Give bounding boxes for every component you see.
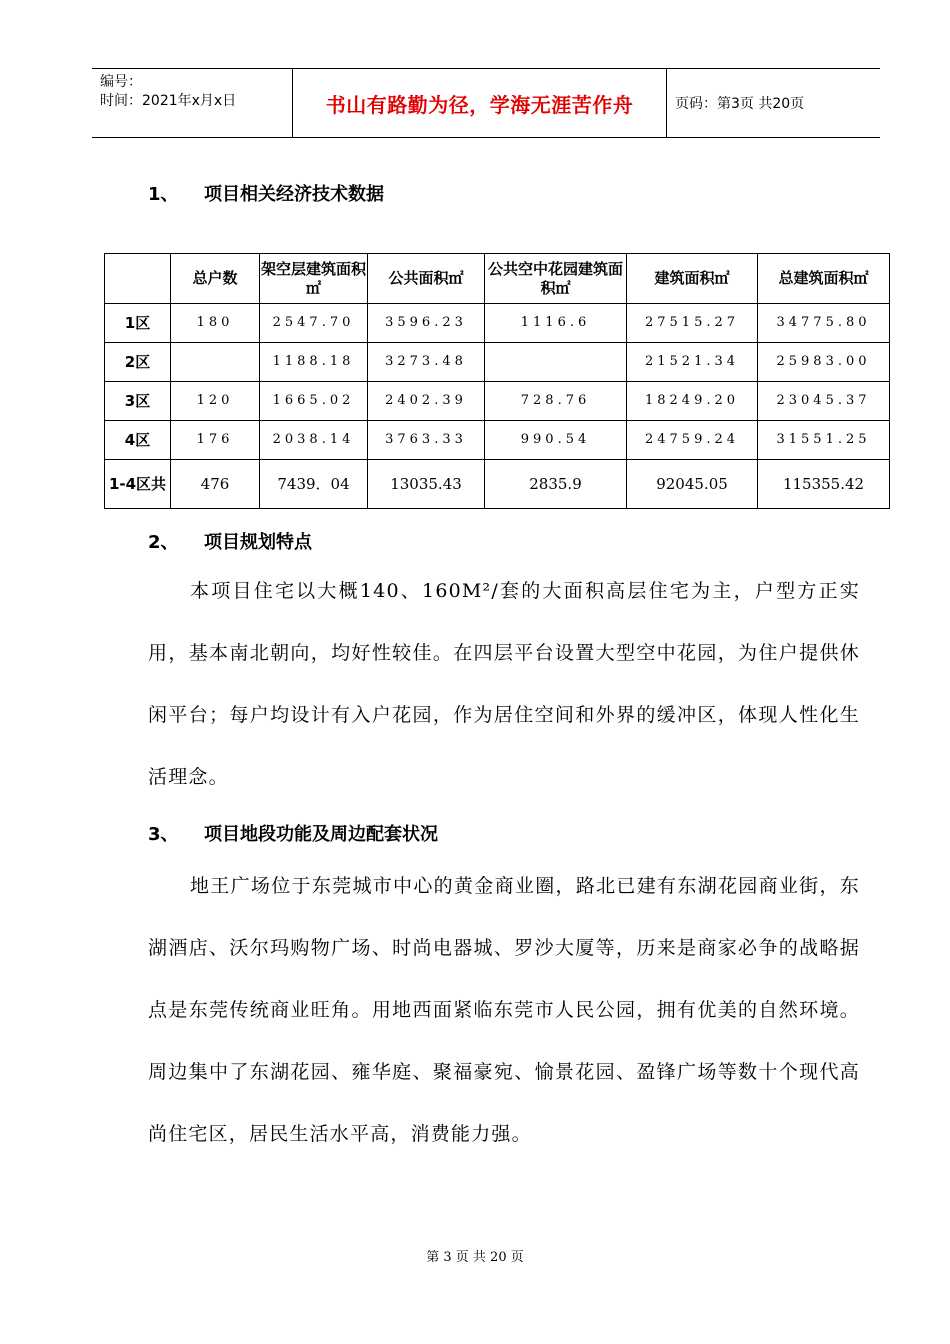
row-label: 3区 (105, 382, 171, 421)
table-cell: 34775.80 (758, 304, 890, 343)
table-cell: 13035.43 (368, 460, 485, 509)
table-cell: 120 (171, 382, 260, 421)
table-header-cell: 公共空中花园建筑面积㎡ (485, 254, 627, 304)
section-3-title: 项目地段功能及周边配套状况 (204, 824, 438, 845)
table-cell: 27515.27 (627, 304, 758, 343)
header-meta (92, 69, 292, 137)
row-label: 4区 (105, 421, 171, 460)
section-1-heading (148, 180, 384, 206)
table-cell: 728.76 (485, 382, 627, 421)
table-header-cell: 总建筑面积㎡ (758, 254, 890, 304)
section-2-title: 项目规划特点 (204, 532, 312, 553)
section-1-number: 1、 (148, 184, 179, 205)
table-cell: 18249.20 (627, 382, 758, 421)
table-header-row (105, 254, 890, 304)
table-header-cell (105, 254, 171, 304)
table-row (105, 382, 890, 421)
row-label: 2区 (105, 343, 171, 382)
table-header-cell: 公共面积㎡ (368, 254, 485, 304)
table-cell: 2038.14 (260, 421, 368, 460)
table-row (105, 421, 890, 460)
table-cell: 7439．04 (260, 460, 368, 509)
table-cell: 1665.02 (260, 382, 368, 421)
section-3-paragraph: 地王广场位于东莞城市中心的黄金商业圈，路北已建有东湖花园商业街，东湖酒店、沃尔玛购物广场、时尚电器城、罗沙大厦等，历来是商家必争的战略据点是东莞传统商业旺角。用地西面紧临东莞市人民公园，拥有优美的自然环境。周边集中了东湖花园、雍华庭、聚福豪宛、愉景花园、盈锋广场等数十个现代高尚住宅区，居民生活水平高，消费能力强。 (148, 875, 860, 1145)
header-code-label: 编号： (100, 74, 142, 90)
table-header-cell: 建筑面积㎡ (627, 254, 758, 304)
table-cell: 180 (171, 304, 260, 343)
table-row (105, 304, 890, 343)
table-cell: 176 (171, 421, 260, 460)
table-header-cell: 架空层建筑面积㎡ (260, 254, 368, 304)
table-cell: 25983.00 (758, 343, 890, 382)
table-cell: 1116.6 (485, 304, 627, 343)
header-time-label: 时间：2021年x月x日 (100, 93, 237, 109)
header-page-label: 页码：第3页 共20页 (675, 96, 805, 112)
table-header-cell: 总户数 (171, 254, 260, 304)
table-cell: 3763.33 (368, 421, 485, 460)
table-cell (485, 343, 627, 382)
table-cell (171, 343, 260, 382)
table-cell: 31551.25 (758, 421, 890, 460)
section-2-heading (148, 528, 312, 554)
section-3-heading (148, 820, 438, 846)
table-cell: 990.54 (485, 421, 627, 460)
row-label: 1-4区共 (105, 460, 171, 509)
header-motto: 书山有路勤为径，学海无涯苦作舟 (292, 69, 667, 137)
row-label: 1区 (105, 304, 171, 343)
table-cell: 21521.34 (627, 343, 758, 382)
table-cell: 23045.37 (758, 382, 890, 421)
economic-data-table (104, 253, 890, 509)
section-1-title: 项目相关经济技术数据 (204, 184, 384, 205)
table-cell: 3273.48 (368, 343, 485, 382)
table-cell: 3596.23 (368, 304, 485, 343)
table-cell: 2402.39 (368, 382, 485, 421)
table-cell: 1188.18 (260, 343, 368, 382)
table-cell: 476 (171, 460, 260, 509)
page-header (92, 68, 880, 138)
section-2-paragraph: 本项目住宅以大概140、160M²/套的大面积高层住宅为主，户型方正实用，基本南北朝向，均好性较佳。在四层平台设置大型空中花园，为住户提供休闲平台；每户均设计有入户花园，作为居住空间和外界的缓冲区，体现人性化生活理念。 (148, 580, 860, 788)
table-row (105, 343, 890, 382)
table-cell: 92045.05 (627, 460, 758, 509)
table-cell: 24759.24 (627, 421, 758, 460)
section-3-number: 3、 (148, 824, 179, 845)
table-cell: 2547.70 (260, 304, 368, 343)
section-2-number: 2、 (148, 532, 179, 553)
table-cell: 115355.42 (758, 460, 890, 509)
table-total-row (105, 460, 890, 509)
table-cell: 2835.9 (485, 460, 627, 509)
page-footer: 第 3 页 共 20 页 (426, 1250, 524, 1265)
